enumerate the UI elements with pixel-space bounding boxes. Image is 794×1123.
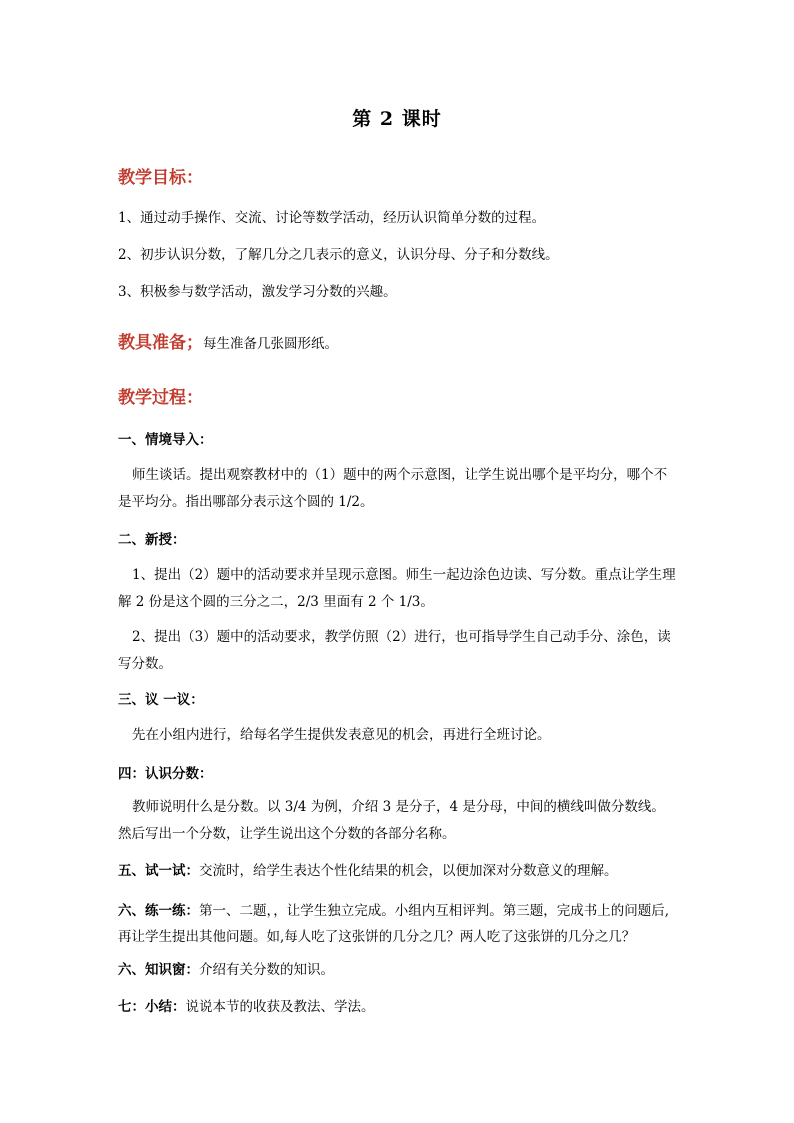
section-para-discuss: 先在小组内进行，给每名学生提供发表意见的机会，再进行全班讨论。	[132, 727, 551, 743]
section-label-intro: 一、情境导入：	[118, 432, 213, 448]
section-try	[118, 861, 678, 881]
section-label-fraction: 四：认识分数：	[118, 766, 213, 782]
section-para-fraction: 教师说明什么是分数。以 3/4 为例，介绍 3 是分子，4 是分母，中间的横线叫做分数线。然后写出一个分数，让学生说出这个分数的各部分名称。	[118, 799, 665, 842]
section-para-intro: 师生谈话。提出观察教材中的（1）题中的两个示意图，让学生说出哪个是平均分，哪个不是平均分。指出哪部分表示这个圆的 1/2。	[118, 467, 668, 510]
section-text-knowledge: 介绍有关分数的知识。	[199, 962, 334, 978]
section-label-summary: 七：小结：	[118, 999, 186, 1015]
section-label-new: 二、新授：	[118, 532, 186, 548]
section-text-summary: 说说本节的收获及教法、学法。	[185, 999, 375, 1015]
section-label-try: 五、试一试：	[118, 863, 199, 879]
materials-line	[118, 328, 678, 354]
materials-text: 每生准备几张圆形纸。	[203, 336, 338, 352]
section-label-discuss: 三、议 一议：	[118, 692, 204, 708]
section-practice	[118, 898, 678, 950]
objectives-heading: 教学目标：	[118, 168, 203, 188]
section-summary	[118, 997, 678, 1017]
section-para-new-1: 1、提出（2）题中的活动要求并呈现示意图。师生一起边涂色边读、写分数。重点让学生理解 2 份是这个圆的三分之二，2/3 里面有 2 个 1/3。	[118, 567, 676, 610]
section-label-practice: 六、练一练：	[118, 903, 199, 919]
section-label-knowledge: 六、知识窗：	[118, 962, 199, 978]
objective-item-3: 3、积极参与数学活动，激发学习分数的兴趣。	[118, 284, 397, 300]
section-text-try: 交流时，给学生表达个性化结果的机会，以便加深对分数意义的理解。	[199, 863, 618, 879]
objective-item-2: 2、初步认识分数，了解几分之几表示的意义，认识分母、分子和分数线。	[118, 247, 559, 263]
section-para-new-2: 2、提出（3）题中的活动要求，教学仿照（2）进行，也可指导学生自己动手分、涂色，读写分数。	[118, 629, 671, 672]
objective-item-1: 1、通过动手操作、交流、讨论等数学活动，经历认识简单分数的过程。	[118, 210, 546, 226]
process-heading: 教学过程：	[118, 388, 203, 408]
section-text-practice: 第一、二题，，让学生独立完成。小组内互相评判。第三题，完成书上的问题后,再让学生提出其他问题。如,每人吃了这张饼的几分之几？两人吃了这张饼的几分之几？	[118, 903, 670, 945]
materials-heading: 教具准备；	[118, 333, 203, 353]
section-knowledge	[118, 960, 678, 980]
page-title: 第 2 课时	[352, 108, 442, 130]
